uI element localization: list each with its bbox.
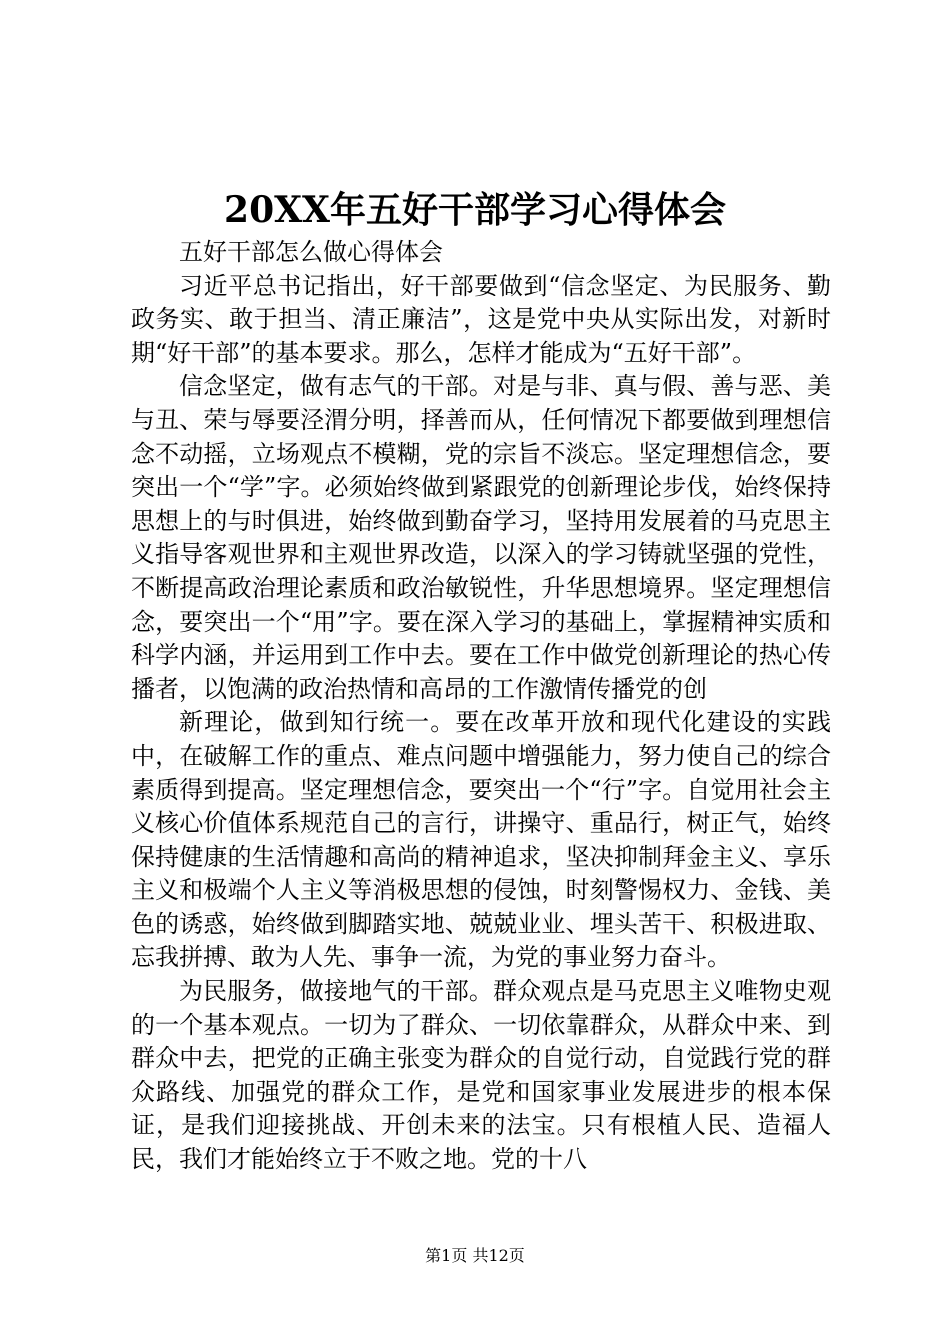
paragraph-theory: 新理论，做到知行统一。要在改革开放和现代化建设的实践中，在破解工作的重点、难点问题中增强能力，努力使自己的综合素质得到提高。坚定理想信念，要突出一个“行”字。自觉用社会主义核心价值体系规范自己的言行，讲操守、重品行，树正气，始终保持健康的生活情趣和高尚的精神追求，坚决抑制拜金主义、享乐主义和极端个人主义等消极思想的侵蚀，时刻警惕权力、金钱、美色的诱惑，始终做到脚踏实地、兢兢业业、埋头苦干、积极进取、忘我拼搏、敢为人先、事争一流，为党的事业努力奋斗。	[131, 708, 831, 972]
document-body	[131, 236, 831, 1177]
paragraph-subtitle: 五好干部怎么做心得体会	[179, 238, 443, 266]
paragraph-intro: 习近平总书记指出，好干部要做到“信念坚定、为民服务、勤政务实、敢于担当、清正廉洁”，这是党中央从实际出发，对新时期“好干部”的基本要求。那么，怎样才能成为“五好干部”。	[131, 271, 831, 367]
document-title: 20XX年五好干部学习心得体会	[224, 189, 726, 231]
page-footer: 第1页 共12页	[425, 1246, 525, 1265]
paragraph-service: 为民服务，做接地气的干部。群众观点是马克思主义唯物史观的一个基本观点。一切为了群众、一切依靠群众，从群众中来、到群众中去，把党的正确主张变为群众的自觉行动，自觉践行党的群众路线、加强党的群众工作，是党和国家事业发展进步的根本保证，是我们迎接挑战、开创未来的法宝。只有根植人民、造福人民，我们才能始终立于不败之地。党的十八	[131, 977, 831, 1174]
paragraph-belief: 信念坚定，做有志气的干部。对是与非、真与假、善与恶、美与丑、荣与辱要泾渭分明，择善而从，任何情况下都要做到理想信念不动摇，立场观点不模糊，党的宗旨不淡忘。坚定理想信念，要突出一个“学”字。必须始终做到紧跟党的创新理论步伐，始终保持思想上的与时俱进，始终做到勤奋学习，坚持用发展着的马克思主义指导客观世界和主观世界改造，以深入的学习铸就坚强的党性，不断提高政治理论素质和政治敏锐性，升华思想境界。坚定理想信念，要突出一个“用”字。要在深入学习的基础上，掌握精神实质和科学内涵，并运用到工作中去。要在工作中做党创新理论的热心传播者，以饱满的政治热情和高昂的工作激情传播党的创	[131, 372, 831, 703]
